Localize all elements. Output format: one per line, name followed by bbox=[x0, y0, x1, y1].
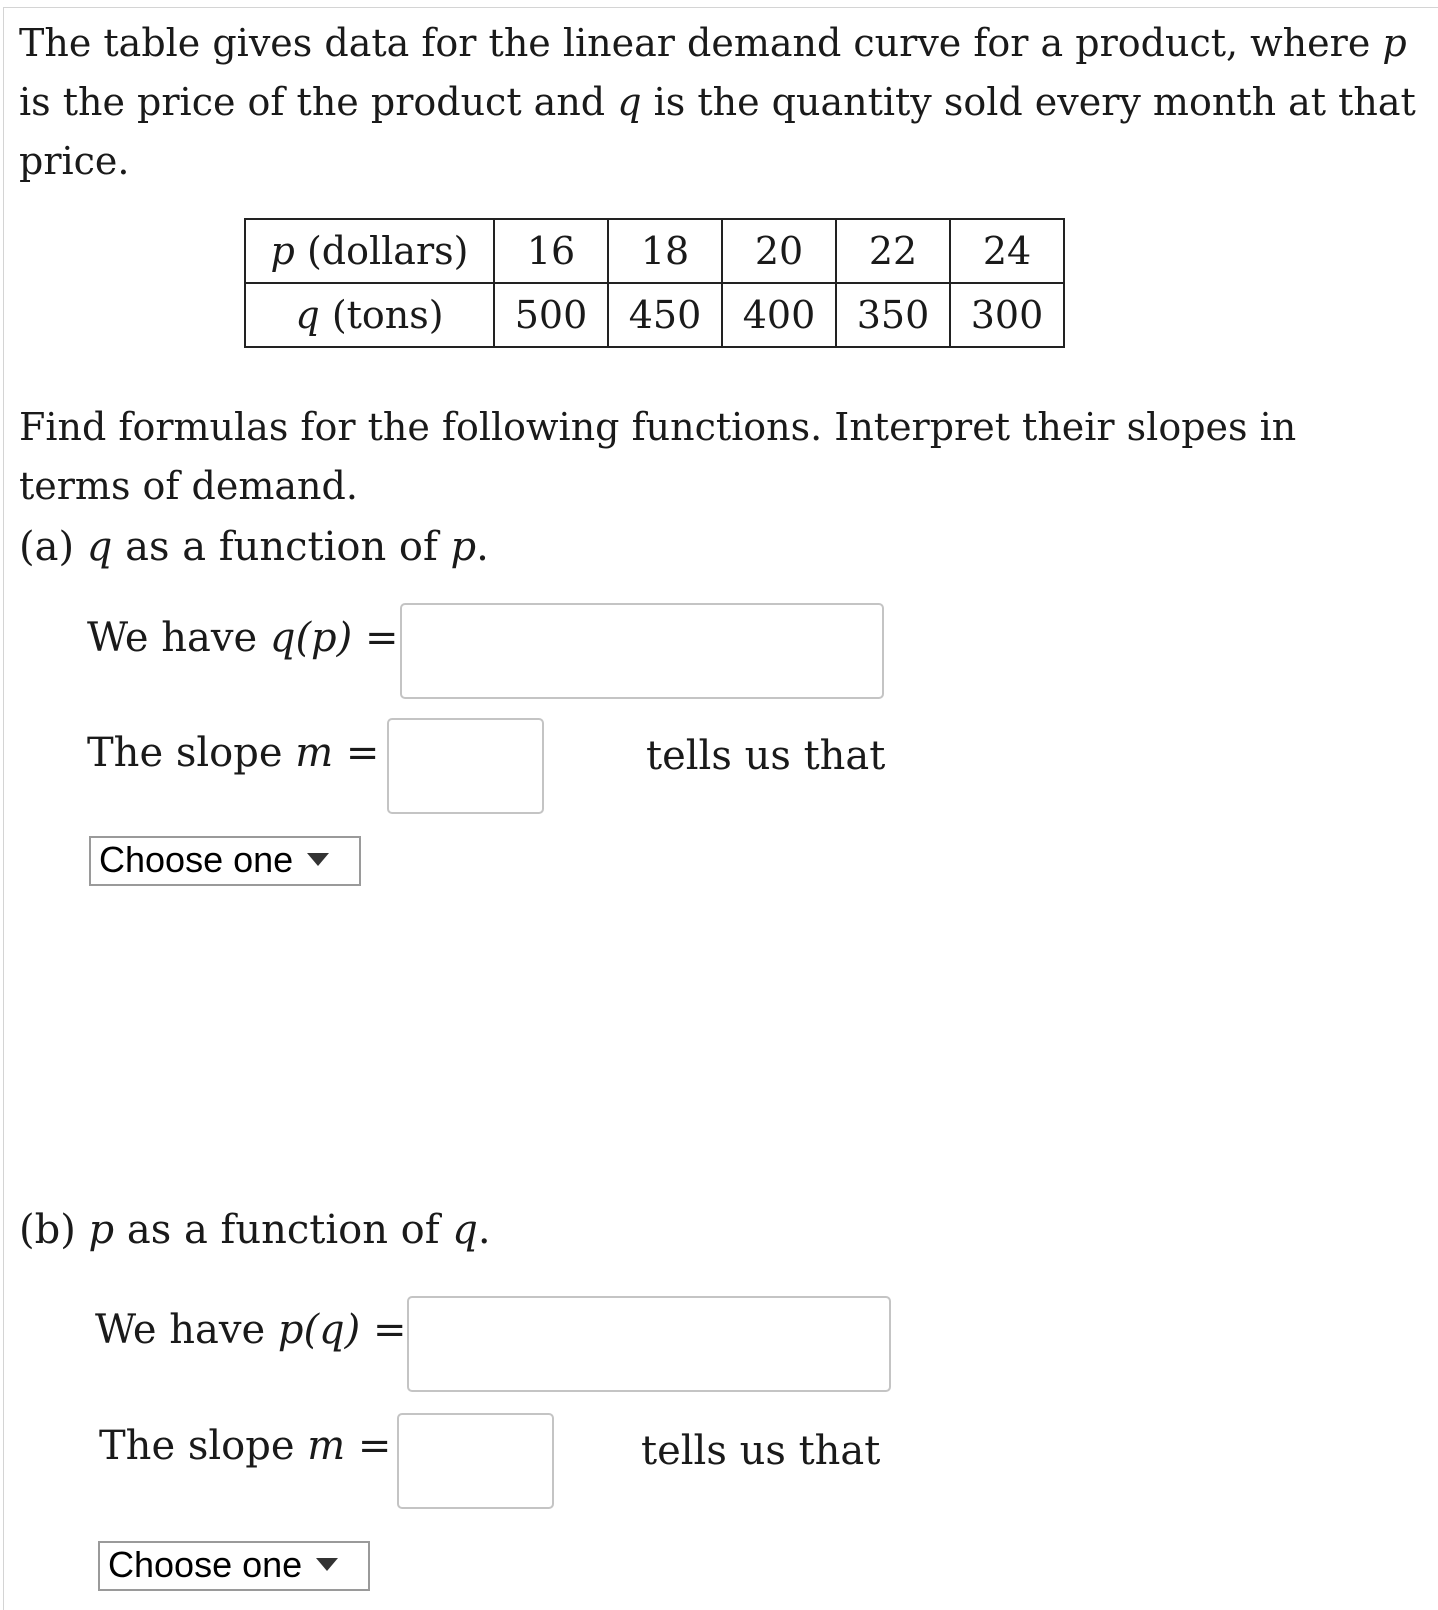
quantity-cell: 350 bbox=[836, 283, 950, 347]
part-a-slope-label: The slope m = bbox=[87, 730, 380, 776]
part-b-slope-input[interactable] bbox=[397, 1413, 554, 1509]
part-b-heading: (b) p as a function of q. bbox=[19, 1207, 491, 1253]
part-b-interpretation-dropdown[interactable]: Choose one bbox=[98, 1541, 370, 1591]
price-cell: 20 bbox=[722, 219, 836, 283]
part-b-formula-input[interactable] bbox=[407, 1296, 891, 1392]
price-cell: 24 bbox=[950, 219, 1064, 283]
price-row bbox=[245, 219, 1064, 283]
quantity-cell: 300 bbox=[950, 283, 1064, 347]
quantity-cell: 450 bbox=[608, 283, 722, 347]
chevron-down-icon bbox=[307, 853, 329, 866]
part-a-formula-input[interactable] bbox=[400, 603, 884, 699]
quantity-row-header: q (tons) bbox=[245, 283, 494, 347]
problem-statement bbox=[19, 14, 1419, 191]
intro-text-1: The table gives data for the linear demand curve for a product, where bbox=[19, 21, 1383, 65]
question-panel bbox=[3, 7, 1438, 1610]
part-a-heading: (a) q as a function of p. bbox=[19, 524, 489, 570]
part-a-tells-text: tells us that bbox=[646, 733, 886, 779]
price-row-header: p (dollars) bbox=[245, 219, 494, 283]
part-b-slope-label: The slope m = bbox=[99, 1423, 392, 1469]
demand-data-table bbox=[244, 218, 1065, 348]
part-a-interpretation-dropdown[interactable]: Choose one bbox=[89, 836, 361, 886]
part-b-tells-text: tells us that bbox=[641, 1428, 881, 1474]
price-cell: 18 bbox=[608, 219, 722, 283]
instructions: Find formulas for the following functions. Interpret their slopes in terms of demand. bbox=[19, 405, 1297, 508]
quantity-row bbox=[245, 283, 1064, 347]
intro-text-2: is the price of the product and bbox=[19, 80, 618, 124]
quantity-cell: 400 bbox=[722, 283, 836, 347]
chevron-down-icon bbox=[316, 1558, 338, 1571]
part-b-formula-label: We have p(q) = bbox=[95, 1307, 407, 1353]
variable-q: q bbox=[617, 80, 642, 124]
price-cell: 22 bbox=[836, 219, 950, 283]
intro-text-3: is the quantity sold every month at that price. bbox=[19, 80, 1416, 183]
part-a-formula-label: We have q(p) = bbox=[87, 615, 399, 661]
part-a-slope-input[interactable] bbox=[387, 718, 544, 814]
price-cell: 16 bbox=[494, 219, 608, 283]
quantity-cell: 500 bbox=[494, 283, 608, 347]
variable-p: p bbox=[1382, 21, 1407, 65]
